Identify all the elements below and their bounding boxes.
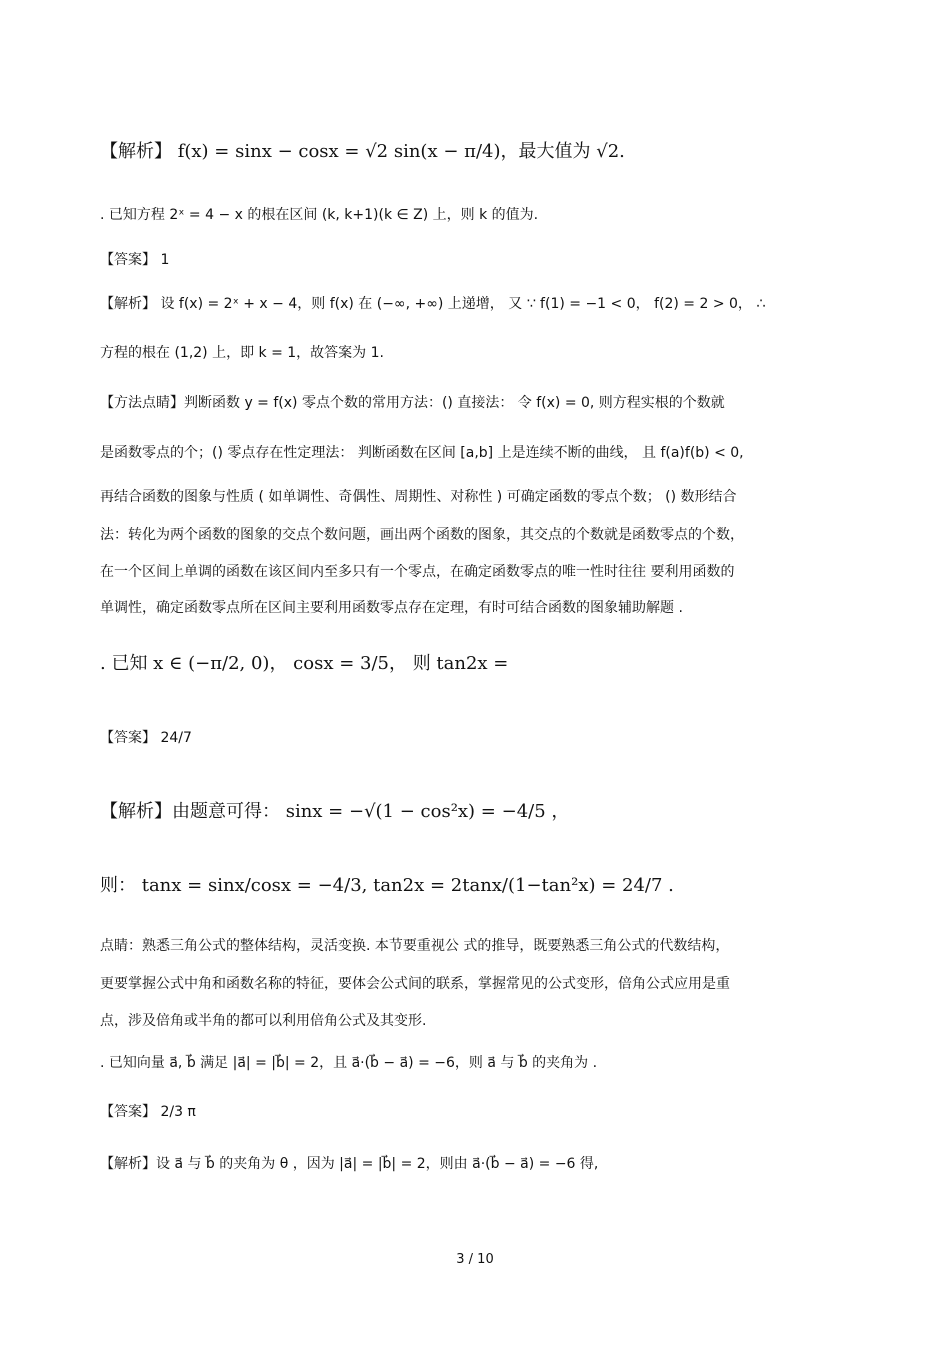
question-line-vector: . 已知向量 a⃗, b⃗ 满足 |a⃗| = |b⃗| = 2，且 a⃗·(b⃗ − a⃗) = −6，则 a⃗ 与 b⃗ 的夹角为 . [100, 1055, 598, 1071]
answer-line-3: 【答案】 2/3 π [100, 1104, 196, 1120]
method-line-5: 在一个区间上单调的函数在该区间内至多只有一个零点，在确定函数零点的唯一性时往往 要利用函数的 [100, 564, 735, 580]
analysis-line-1: 【解析】 f(x) = sinx − cosx = √2 sin(x − π/4)，最大值为 √2. [100, 141, 625, 162]
analysis-line-5: 则： tanx = sinx/cosx = −4/3, tan2x = 2tanx/(1−tan²x) = 24/7 . [100, 875, 674, 896]
method-line-3: 再结合函数的图象与性质 ( 如单调性、奇偶性、周期性、对称性 ) 可确定函数的零点个数； () 数形结合 [100, 489, 737, 505]
method-line-2: 是函数零点的个；() 零点存在性定理法： 判断函数在区间 [a,b] 上是连续不断的曲线， 且 f(a)f(b) < 0, [100, 445, 744, 461]
question-line-equation: . 已知方程 2ˣ = 4 − x 的根在区间 (k, k+1)(k ∈ Z) 上，则 k 的值为. [100, 207, 539, 223]
page-number: 3 / 10 [456, 1252, 494, 1267]
answer-line-1: 【答案】 1 [100, 252, 170, 268]
analysis-line-3: 方程的根在 (1,2) 上，即 k = 1，故答案为 1. [100, 345, 384, 361]
question-line-trig: . 已知 x ∈ (−π/2, 0)， cosx = 3/5， 则 tan2x = [100, 653, 509, 674]
method-line-6: 单调性，确定函数零点所在区间主要利用函数零点存在定理，有时可结合函数的图象辅助解题 . [100, 600, 683, 616]
remark-line-3: 点，涉及倍角或半角的都可以利用倍角公式及其变形. [100, 1013, 427, 1029]
analysis-line-6: 【解析】设 a⃗ 与 b⃗ 的夹角为 θ ，因为 |a⃗| = |b⃗| = 2，则由 a⃗·(b⃗ − a⃗) = −6 得, [100, 1156, 599, 1172]
answer-line-2: 【答案】 24/7 [100, 730, 192, 746]
method-line-1: 【方法点睛】判断函数 y = f(x) 零点个数的常用方法：() 直接法： 令 f(x) = 0, 则方程实根的个数就 [100, 395, 725, 411]
remark-line-1: 点睛：熟悉三角公式的整体结构，灵活变换. 本节要重视公 式的推导，既要熟悉三角公式的代数结构， [100, 938, 730, 954]
method-line-4: 法：转化为两个函数的图象的交点个数问题，画出两个函数的图象，其交点的个数就是函数零点的个数， [100, 527, 744, 543]
analysis-line-2: 【解析】 设 f(x) = 2ˣ + x − 4，则 f(x) 在 (−∞, +∞) 上递增， 又 ∵ f(1) = −1 < 0， f(2) = 2 > 0， ∴ [100, 296, 766, 312]
remark-line-2: 更要掌握公式中角和函数名称的特征，要体会公式间的联系，掌握常见的公式变形，倍角公式应用是重 [100, 976, 730, 992]
analysis-line-4: 【解析】由题意可得： sinx = −√(1 − cos²x) = −4/5 ， [100, 801, 570, 822]
